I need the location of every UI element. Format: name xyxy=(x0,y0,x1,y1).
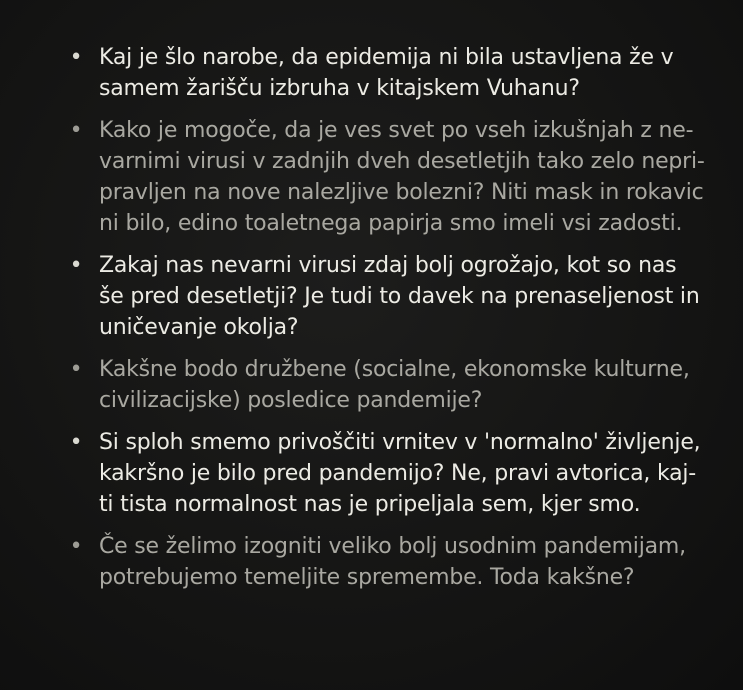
question-line: pravljen na nove nalezljive bolezni? Niti mask in rokavic xyxy=(99,180,704,205)
question-item-6 xyxy=(66,531,706,593)
question-item-4 xyxy=(66,354,706,416)
bullet-icon: • xyxy=(69,253,83,278)
question-line: Kaj je šlo narobe, da epidemija ni bila ustavljena že v xyxy=(99,45,674,70)
bullet-icon: • xyxy=(69,357,83,382)
question-line: Kako je mogoče, da je ves svet po vseh izkušnjah z ne- xyxy=(99,118,694,143)
question-line: uničevanje okolja? xyxy=(99,315,299,340)
bullet-icon: • xyxy=(69,430,83,455)
question-line: civilizacijske) posledice pandemije? xyxy=(99,388,483,413)
question-item-5 xyxy=(66,427,706,520)
bullet-icon: • xyxy=(69,118,83,143)
question-line: še pred desetletji? Je tudi to davek na prenaseljenost in xyxy=(99,284,700,309)
question-line: Kakšne bodo družbene (socialne, ekonomske kulturne, xyxy=(99,357,690,382)
question-item-3 xyxy=(66,250,706,343)
question-line: kakršno je bilo pred pandemijo? Ne, pravi avtorica, kaj- xyxy=(99,461,697,486)
question-list xyxy=(66,42,706,604)
question-line: Si sploh smemo privoščiti vrnitev v 'normalno' življenje, xyxy=(99,430,701,455)
question-line: ti tista normalnost nas je pripeljala sem, kjer smo. xyxy=(99,492,641,517)
question-line: Zakaj nas nevarni virusi zdaj bolj ogrožajo, kot so nas xyxy=(99,253,677,278)
question-line: Če se želimo izogniti veliko bolj usodnim pandemijam, xyxy=(99,534,686,559)
question-line: potrebujemo temeljite spremembe. Toda kakšne? xyxy=(99,565,635,590)
question-line: varnimi virusi v zadnjih dveh desetletjih tako zelo nepri- xyxy=(99,149,705,174)
question-item-1 xyxy=(66,42,706,104)
question-line: ni bilo, edino toaletnega papirja smo imeli vsi zadosti. xyxy=(99,211,683,236)
bullet-icon: • xyxy=(69,534,83,559)
question-item-2 xyxy=(66,115,706,239)
question-line: samem žarišču izbruha v kitajskem Vuhanu? xyxy=(99,76,580,101)
bullet-icon: • xyxy=(69,45,83,70)
